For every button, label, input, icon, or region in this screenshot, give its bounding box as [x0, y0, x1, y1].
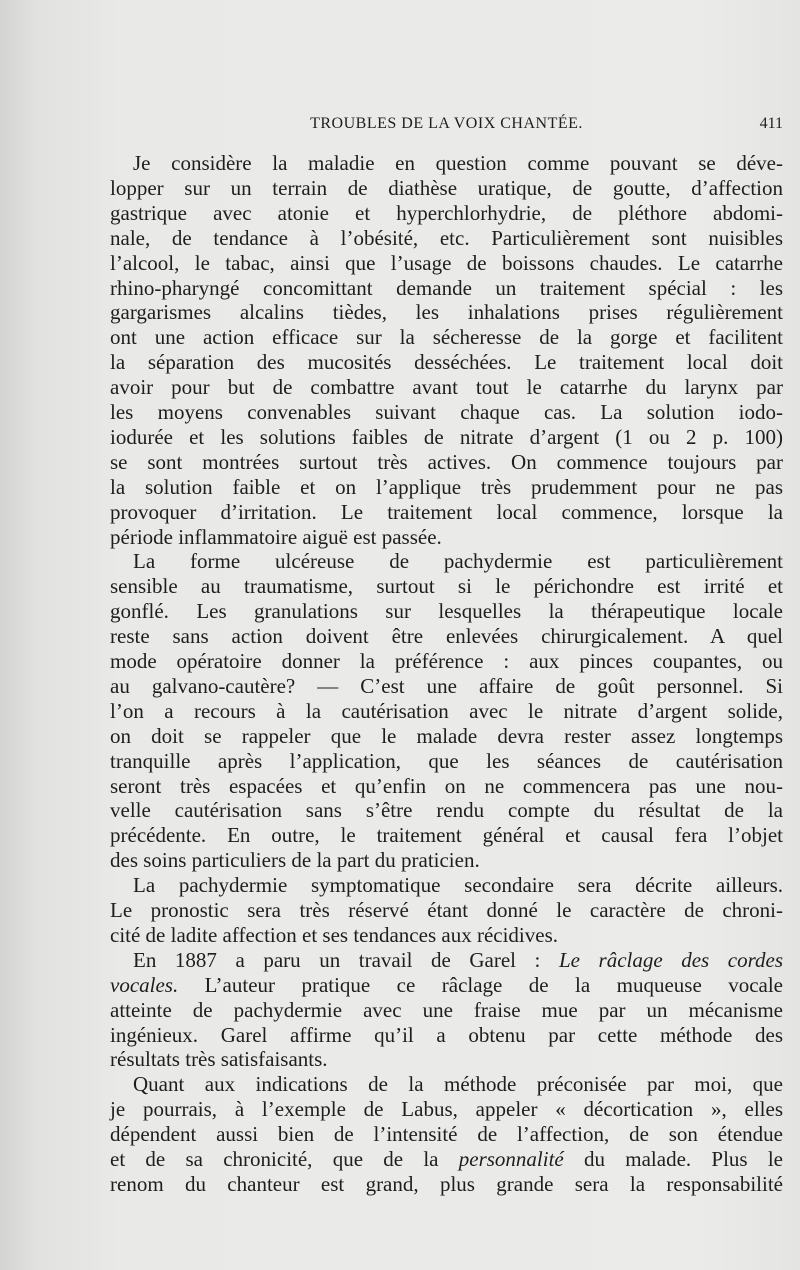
text-line — [110, 200, 783, 226]
text-line — [110, 499, 783, 525]
text-segment: lopper sur un terrain de diathèse uratique, de goutte, d’affection — [110, 175, 783, 200]
text-segment: et de sa chronicité, que de la — [110, 1147, 459, 1171]
text-line — [133, 872, 783, 898]
text-line — [110, 1146, 783, 1172]
text-line — [110, 250, 783, 276]
text-segment: gonflé. Les granulations sur lesquelles la thérapeutique locale — [110, 599, 783, 624]
text-line — [110, 1121, 783, 1147]
text-line — [110, 449, 783, 475]
text-segment: tranquille après l’application, que les séances de cautérisation — [110, 748, 783, 773]
text-segment: on doit se rappeler que le malade devra rester assez longtemps — [110, 723, 783, 748]
text-segment: dépendent aussi bien de l’intensité de l’affection, de son étendue — [110, 1122, 783, 1147]
text-segment: les moyens convenables suivant chaque cas. La solution iodo- — [110, 400, 783, 424]
text-segment: rhino-pharyngé concomittant demande un traitement spécial : les — [110, 275, 783, 300]
text-segment: l’alcool, le tabac, ainsi que l’usage de boissons chaudes. Le catarrhe — [110, 250, 783, 275]
text-segment: des soins particuliers de la part du praticien. — [110, 848, 480, 873]
text-segment: iodurée et les solutions faibles de nitrate d’argent (1 ou 2 p. 100) — [110, 424, 783, 449]
text-segment: nale, de tendance à l’obésité, etc. Particulièrement sont nuisibles — [110, 225, 783, 250]
text-segment: l’on a recours à la cautérisation avec le nitrate d’argent solide, — [110, 698, 783, 723]
text-segment: période inflammatoire aiguë est passée. — [110, 524, 442, 549]
text-segment: atteinte de pachydermie avec une fraise mue par un mécanisme — [110, 997, 783, 1022]
text-line — [110, 698, 783, 724]
text-segment: gastrique avec atonie et hyperchlorhydrie, de pléthore abdomi- — [110, 200, 783, 225]
running-title: TROUBLES DE LA VOIX CHANTÉE. — [310, 115, 583, 132]
text-line — [110, 374, 783, 400]
text-line — [110, 748, 783, 774]
text-segment: ont une action efficace sur la sécheresse de la gorge et facilitent — [110, 325, 783, 350]
text-line — [110, 773, 783, 799]
text-segment: La pachydermie symptomatique secondaire sera décrite ailleurs. — [133, 873, 783, 898]
text-line — [110, 399, 783, 425]
text-segment: reste sans action doivent être enlevées chirurgicalement. A quel — [110, 624, 783, 649]
text-segment: se sont montrées surtout très actives. On commence toujours par — [110, 449, 783, 474]
text-segment: cité de ladite affection et ses tendances aux récidives. — [110, 922, 558, 947]
page-number: 411 — [759, 115, 783, 132]
text-line — [110, 997, 783, 1023]
text-segment: au galvano-cautère? — C’est une affaire de goût personnel. Si — [110, 673, 783, 698]
italic-text: vocales. — [110, 972, 179, 997]
text-line — [133, 548, 783, 574]
text-line — [110, 972, 783, 998]
text-segment: précédente. En outre, le traitement général et causal fera l’objet — [110, 823, 783, 848]
text-segment: provoquer d’irritation. Le traitement local commence, lorsque la — [110, 499, 783, 524]
text-line — [110, 349, 783, 375]
text-segment: la séparation des mucosités desséchées. Le traitement local doit — [110, 350, 783, 375]
text-line — [110, 897, 783, 923]
text-line — [110, 225, 783, 251]
text-segment: renom du chanteur est grand, plus grande sera la responsabilité — [110, 1171, 783, 1196]
text-line — [110, 1171, 783, 1197]
text-segment: Le pronostic sera très réservé étant donné le caractère de chroni- — [110, 898, 783, 922]
text-line — [110, 623, 783, 649]
text-line — [110, 573, 783, 599]
text-line — [110, 524, 783, 550]
text-segment: sensible au traumatisme, surtout si le périchondre est irrité et — [110, 574, 783, 599]
text-segment: résultats très satisfaisants. — [110, 1047, 328, 1072]
text-segment: L’auteur pratique ce râclage de la muqueuse vocale — [178, 972, 783, 997]
text-line — [110, 673, 783, 699]
text-line — [110, 723, 783, 749]
text-line — [110, 797, 783, 823]
text-line — [110, 324, 783, 350]
text-line — [133, 947, 783, 973]
text-segment: du malade. Plus le — [563, 1147, 783, 1171]
text-line — [110, 822, 783, 848]
italic-text: Le râclage des cordes — [558, 947, 783, 972]
text-line — [110, 598, 783, 624]
text-segment: ingénieux. Garel affirme qu’il a obtenu par cette méthode des — [110, 1022, 783, 1047]
text-segment: La forme ulcéreuse de pachydermie est particulièrement — [133, 549, 783, 574]
text-segment: Je considère la maladie en question comme pouvant se déve- — [133, 151, 783, 175]
italic-text: personnalité — [458, 1147, 564, 1171]
text-line — [133, 150, 783, 176]
text-line — [110, 1096, 783, 1122]
text-line — [110, 1022, 783, 1048]
running-header — [110, 115, 783, 141]
text-line — [110, 847, 783, 873]
text-line — [110, 275, 783, 301]
text-line — [110, 922, 783, 948]
text-line — [110, 299, 783, 325]
text-line — [110, 1046, 783, 1072]
text-segment: je pourrais, à l’exemple de Labus, appeler « décortication », elles — [110, 1097, 783, 1122]
text-line — [110, 474, 783, 500]
text-line — [133, 1071, 783, 1097]
text-line — [110, 424, 783, 450]
text-segment: la solution faible et on l’applique très prudemment pour ne pas — [110, 474, 783, 499]
text-segment: seront très espacées et qu’enfin on ne commencera pas une nou- — [110, 773, 783, 798]
text-segment: avoir pour but de combattre avant tout le catarrhe du larynx par — [110, 375, 783, 400]
text-line — [110, 648, 783, 674]
text-segment: En 1887 a paru un travail de Garel : — [133, 947, 559, 972]
text-segment: velle cautérisation sans s’être rendu compte du résultat de la — [110, 798, 783, 823]
text-segment: Quant aux indications de la méthode préconisée par moi, que — [133, 1072, 783, 1097]
text-segment: mode opératoire donner la préférence : aux pinces coupantes, ou — [110, 649, 783, 673]
text-line — [110, 175, 783, 201]
text-segment: gargarismes alcalins tièdes, les inhalations prises régulièrement — [110, 300, 783, 325]
